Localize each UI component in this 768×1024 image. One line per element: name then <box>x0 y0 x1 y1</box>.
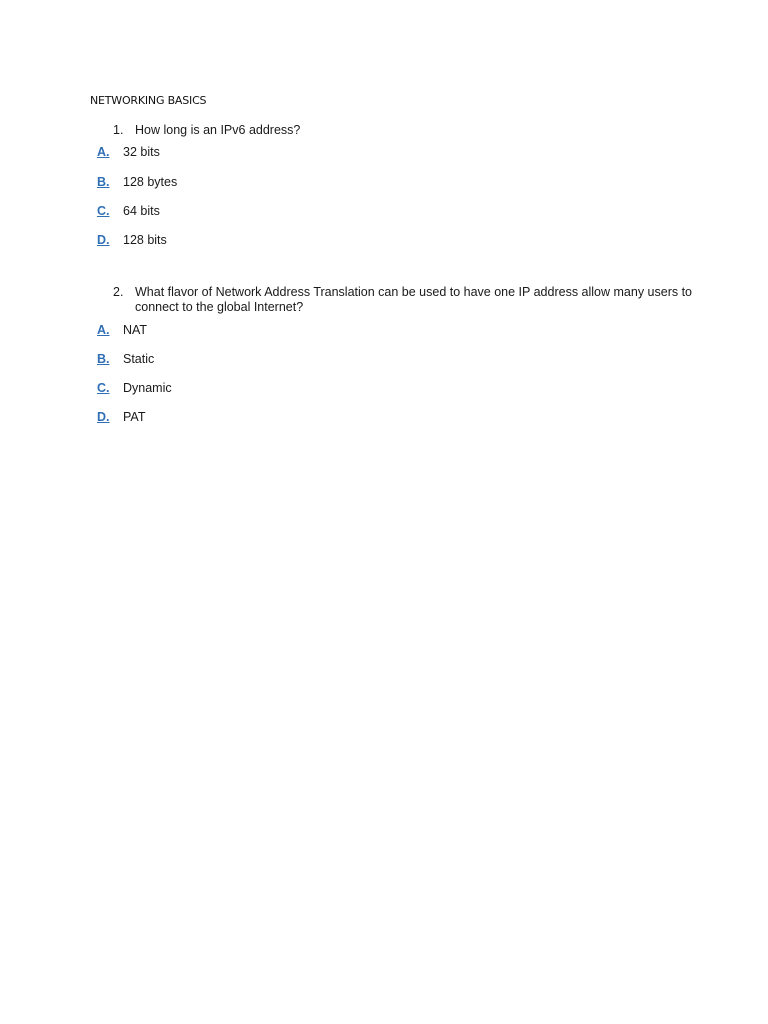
option-text: 128 bytes <box>123 175 178 189</box>
option-letter-link[interactable]: C. <box>97 204 110 218</box>
option-letter-link[interactable]: D. <box>97 233 110 247</box>
option-text: 32 bits <box>123 145 160 159</box>
question-2-option-c <box>97 381 172 396</box>
question-1-option-c <box>97 204 160 219</box>
question-2-option-b <box>97 352 154 367</box>
option-text: 64 bits <box>123 204 160 218</box>
option-text: Static <box>123 352 155 366</box>
option-letter-link[interactable]: D. <box>97 410 110 424</box>
option-text: PAT <box>123 410 146 424</box>
question-text: What flavor of Network Address Translation can be used to have one IP address allow many users to connect to the global Internet? <box>135 285 693 314</box>
question-2-option-a <box>97 323 147 338</box>
document-title: NETWORKING BASICS <box>90 94 207 107</box>
question-2 <box>113 285 703 315</box>
question-2-option-d <box>97 410 145 425</box>
question-1-option-d <box>97 233 167 248</box>
option-letter-link[interactable]: B. <box>97 352 110 366</box>
option-text: Dynamic <box>123 381 172 395</box>
option-text: NAT <box>123 323 148 337</box>
option-letter-link[interactable]: A. <box>97 323 110 337</box>
question-number: 2. <box>113 285 124 299</box>
question-1-option-b <box>97 175 177 190</box>
question-text: How long is an IPv6 address? <box>135 123 301 137</box>
question-number: 1. <box>113 123 124 137</box>
option-letter-link[interactable]: A. <box>97 145 110 159</box>
option-letter-link[interactable]: C. <box>97 381 110 395</box>
option-letter-link[interactable]: B. <box>97 175 110 189</box>
question-1-option-a <box>97 145 160 160</box>
option-text: 128 bits <box>123 233 167 247</box>
question-1 <box>113 123 703 138</box>
